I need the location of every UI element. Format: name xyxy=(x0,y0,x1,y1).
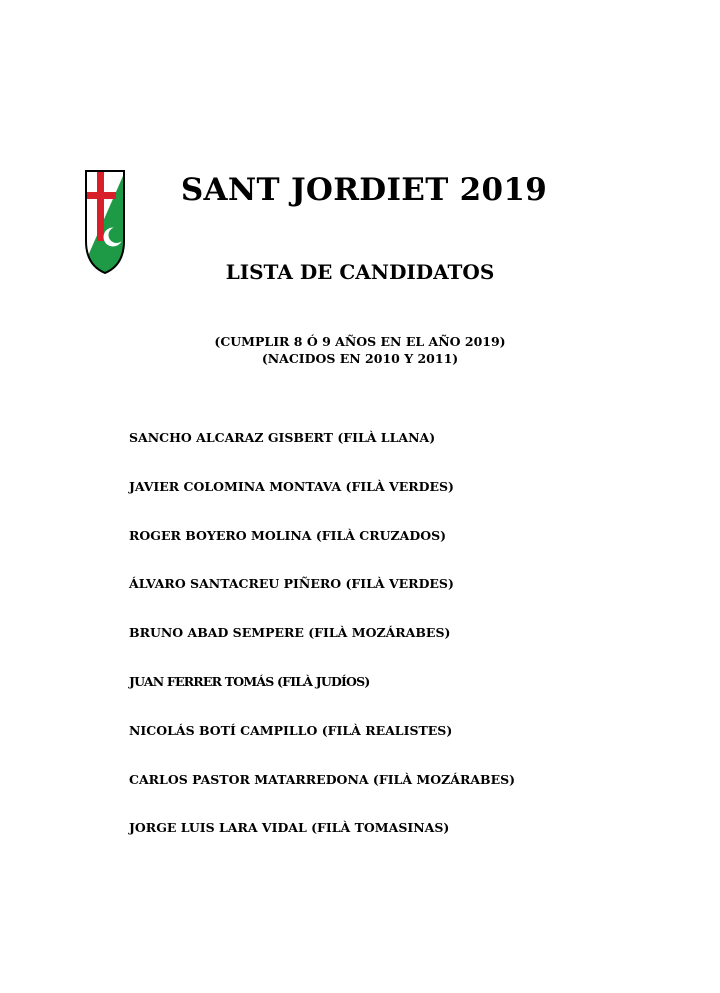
candidate-list xyxy=(129,431,515,870)
candidate-item: ÁLVARO SANTACREU PIÑERO (FILÀ VERDES) xyxy=(129,576,454,592)
candidate-item: ROGER BOYERO MOLINA (FILÀ CRUZADOS) xyxy=(129,527,447,543)
candidate-item: JAVIER COLOMINA MONTAVA (FILÀ VERDES) xyxy=(129,478,454,494)
page-title: SANT JORDIET 2019 xyxy=(180,172,548,208)
candidate-item: JUAN FERRER TOMÁS (FILÀ JUDÍOS) xyxy=(129,673,370,689)
candidate-item: NICOLÁS BOTÍ CAMPILLO (FILÀ REALISTES) xyxy=(129,722,453,738)
candidate-item: BRUNO ABAD SEMPERE (FILÀ MOZÁRABES) xyxy=(129,625,451,641)
birth-year-condition: (NACIDOS EN 2010 Y 2011) xyxy=(261,351,459,366)
candidate-item: JORGE LUIS LARA VIDAL (FILÀ TOMASINAS) xyxy=(129,820,450,836)
candidate-item: CARLOS PASTOR MATARREDONA (FILÀ MOZÁRABES) xyxy=(129,771,516,787)
age-condition: (CUMPLIR 8 Ó 9 AÑOS EN EL AÑO 2019) xyxy=(214,334,506,349)
page-subtitle: LISTA DE CANDIDATOS xyxy=(225,260,495,284)
candidate-item: SANCHO ALCARAZ GISBERT (FILÀ LLANA) xyxy=(129,430,436,445)
